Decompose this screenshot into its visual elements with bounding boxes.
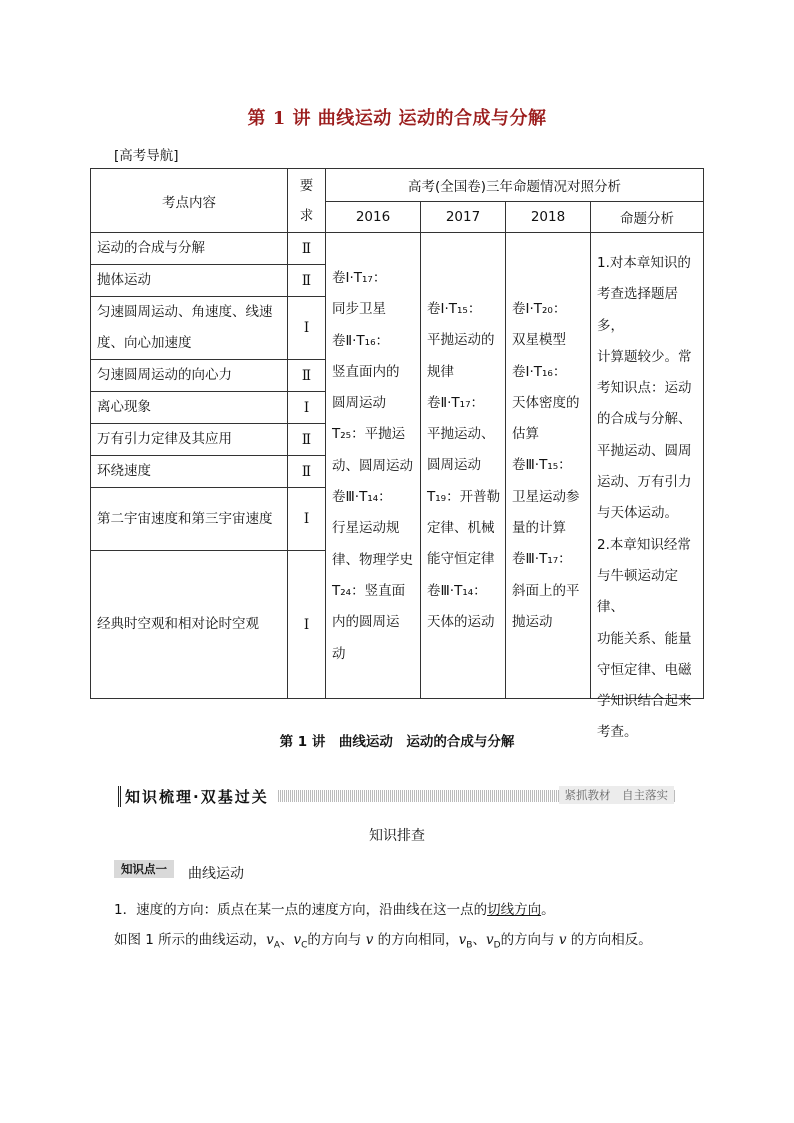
paragraph-velocity-direction bbox=[114, 898, 555, 918]
requirement-cell: Ⅱ bbox=[288, 456, 326, 488]
header-topic: 考点内容 bbox=[91, 169, 288, 233]
header-year-2016: 2016 bbox=[326, 202, 421, 233]
topic-cell: 匀速圆周运动的向心力 bbox=[91, 360, 288, 392]
header-req-line2: 求 bbox=[299, 207, 314, 224]
symbol-v: v bbox=[365, 932, 374, 948]
subscript: D bbox=[493, 940, 501, 951]
subscript: A bbox=[273, 940, 280, 951]
header-requirement bbox=[288, 169, 326, 233]
section-title: 知识排查 bbox=[369, 828, 425, 844]
requirement-cell: Ⅰ bbox=[288, 551, 326, 699]
para2-text: 的方向与 bbox=[500, 932, 559, 948]
col-2016-text: 卷Ⅰ·T₁₇： 同步卫星 卷Ⅱ·T₁₆： 竖直面内的 圆周运动 T₂₅：平抛运 动、圆周运动 卷Ⅲ·T₁₄： 行星运动规 律、物理学史 T₂₄：竖直面 内的圆周运 动 bbox=[332, 270, 413, 662]
para2-text: 的方向相反。 bbox=[566, 932, 652, 948]
col-analysis bbox=[591, 233, 704, 741]
para1-prefix: 1．速度的方向：质点在某一点的速度方向，沿曲线在这一点的 bbox=[114, 902, 488, 918]
subscript: C bbox=[301, 940, 308, 951]
topic-cell: 运动的合成与分解 bbox=[91, 233, 288, 265]
topic-cell: 环绕速度 bbox=[91, 456, 288, 488]
para2-text: 、 bbox=[472, 932, 486, 948]
requirement-cell: Ⅱ bbox=[288, 265, 326, 297]
topic-cell: 万有引力定律及其应用 bbox=[91, 424, 288, 456]
section-banner bbox=[118, 786, 676, 806]
knowledge-point-tag: 知识点一 bbox=[114, 860, 174, 878]
paragraph-figure-description bbox=[114, 928, 652, 951]
para2-text: 的方向与 bbox=[307, 932, 366, 948]
requirement-cell: Ⅱ bbox=[288, 360, 326, 392]
symbol-v: v bbox=[558, 932, 567, 948]
header-analysis-group: 高考(全国卷)三年命题情况对照分析 bbox=[326, 169, 704, 202]
banner-title: 知识梳理·双基过关 bbox=[118, 786, 269, 807]
requirement-cell: Ⅱ bbox=[288, 233, 326, 265]
header-year-2017: 2017 bbox=[421, 202, 506, 233]
topic-cell: 抛体运动 bbox=[91, 265, 288, 297]
symbol-v: v bbox=[293, 932, 302, 948]
banner-right-label: 紧抓教材 自主落实 bbox=[559, 786, 675, 804]
header-commentary: 命题分析 bbox=[591, 202, 704, 233]
lesson-subtitle: 第 1 讲 曲线运动 运动的合成与分解 bbox=[279, 734, 515, 750]
requirement-cell: Ⅰ bbox=[288, 488, 326, 551]
requirement-cell: Ⅰ bbox=[288, 297, 326, 360]
col-2018-text: 卷Ⅰ·T₂₀： 双星模型 卷Ⅰ·T₁₆： 天体密度的 估算 卷Ⅲ·T₁₅： 卫星运动参 量的计算 卷Ⅲ·T₁₇： 斜面上的平 抛运动 bbox=[512, 301, 580, 630]
requirement-cell: Ⅰ bbox=[288, 392, 326, 424]
topic-cell: 经典时空观和相对论时空观 bbox=[91, 551, 288, 699]
col-2016 bbox=[326, 233, 421, 699]
col-2017-text: 卷Ⅰ·T₁₅： 平抛运动的 规律 卷Ⅱ·T₁₇： 平抛运动、 圆周运动 T₁₉：开普勒 定律、机械 能守恒定律 卷Ⅲ·T₁₄： 天体的运动 bbox=[427, 301, 501, 630]
col-analysis-text: 1.对本章知识的 考查选择题居多， 计算题较少。常 考知识点：运动 的合成与分解、 平抛运动、圆周 运动、万有引力 与天体运动。 2.本章知识经常 与牛顿运动定律、 功能关系、能量 守恒定律、电磁 学知识结合起来 考查。 bbox=[597, 255, 692, 741]
topic-cell: 离心现象 bbox=[91, 392, 288, 424]
topic-cell: 第二宇宙速度和第三宇宙速度 bbox=[91, 488, 288, 551]
para2-text: 如图 1 所示的曲线运动， bbox=[114, 932, 267, 948]
underlined-term: 切线方向 bbox=[487, 902, 542, 918]
knowledge-point-title: 曲线运动 bbox=[188, 866, 244, 882]
para2-text: 、 bbox=[279, 932, 294, 948]
nav-label: [高考导航] bbox=[114, 148, 179, 164]
para1-suffix: 。 bbox=[541, 902, 555, 918]
exam-table bbox=[90, 168, 704, 741]
symbol-v: v bbox=[485, 932, 494, 948]
header-year-2018: 2018 bbox=[506, 202, 591, 233]
col-2018 bbox=[506, 233, 591, 699]
para2-text: 的方向相同， bbox=[373, 932, 459, 948]
subscript: B bbox=[466, 940, 473, 951]
requirement-cell: Ⅱ bbox=[288, 424, 326, 456]
col-2017 bbox=[421, 233, 506, 699]
symbol-v: v bbox=[458, 932, 467, 948]
topic-cell: 匀速圆周运动、角速度、线速度、向心加速度 bbox=[91, 297, 288, 360]
symbol-v: v bbox=[266, 932, 274, 948]
page-title: 第 1 讲 曲线运动 运动的合成与分解 bbox=[247, 108, 547, 129]
header-req-line1: 要 bbox=[299, 177, 314, 194]
